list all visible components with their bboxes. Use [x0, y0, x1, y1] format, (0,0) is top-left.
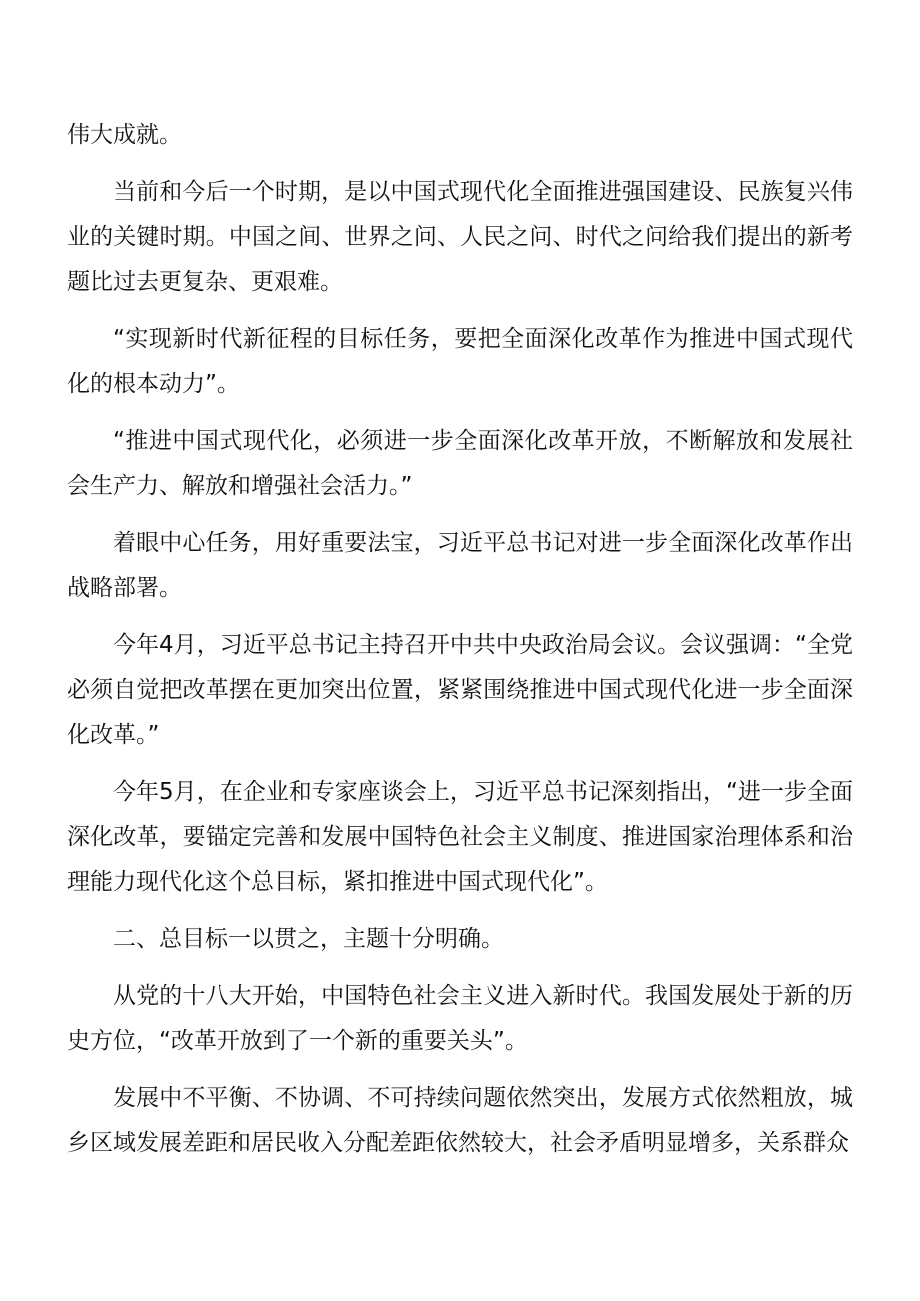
document-body	[67, 113, 853, 1178]
section-heading: 二、总目标一以贯之，主题十分明确。	[113, 926, 504, 952]
paragraph: 发展中不平衡、不协调、不可持续问题依然突出，发展方式依然粗放，城乡区域发展差距和居民收入分配差距依然较大，社会矛盾明显增多，关系群众	[67, 1085, 853, 1156]
paragraph: 当前和今后一个时期，是以中国式现代化全面推进强国建设、民族复兴伟业的关键时期。中国之间、世界之问、人民之问、时代之问给我们提出的新考题比过去更复杂、更艰难。	[67, 179, 853, 295]
paragraph: “实现新时代新征程的目标任务，要把全面深化改革作为推进中国式现代化的根本动力”。	[67, 326, 853, 397]
paragraph: 伟大成就。	[67, 122, 182, 148]
paragraph: 从党的十八大开始，中国特色社会主义进入新时代。我国发展处于新的历史方位，“改革开放到了一个新的重要关头”。	[67, 983, 853, 1054]
paragraph: 今年4月，习近平总书记主持召开中共中央政治局会议。会议强调：“全党必须自觉把改革摆在更加突出位置，紧紧围绕推进中国式现代化进一步全面深化改革。”	[67, 632, 853, 748]
paragraph: “推进中国式现代化，必须进一步全面深化改革开放，不断解放和发展社会生产力、解放和增强社会活力。”	[67, 428, 853, 499]
paragraph: 今年5月，在企业和专家座谈会上，习近平总书记深刻指出，“进一步全面深化改革，要锚定完善和发展中国特色社会主义制度、推进国家治理体系和治理能力现代化这个总目标，紧扣推进中国式现代化”。	[67, 779, 853, 895]
paragraph: 着眼中心任务，用好重要法宝，习近平总书记对进一步全面深化改革作出战略部署。	[67, 530, 853, 601]
